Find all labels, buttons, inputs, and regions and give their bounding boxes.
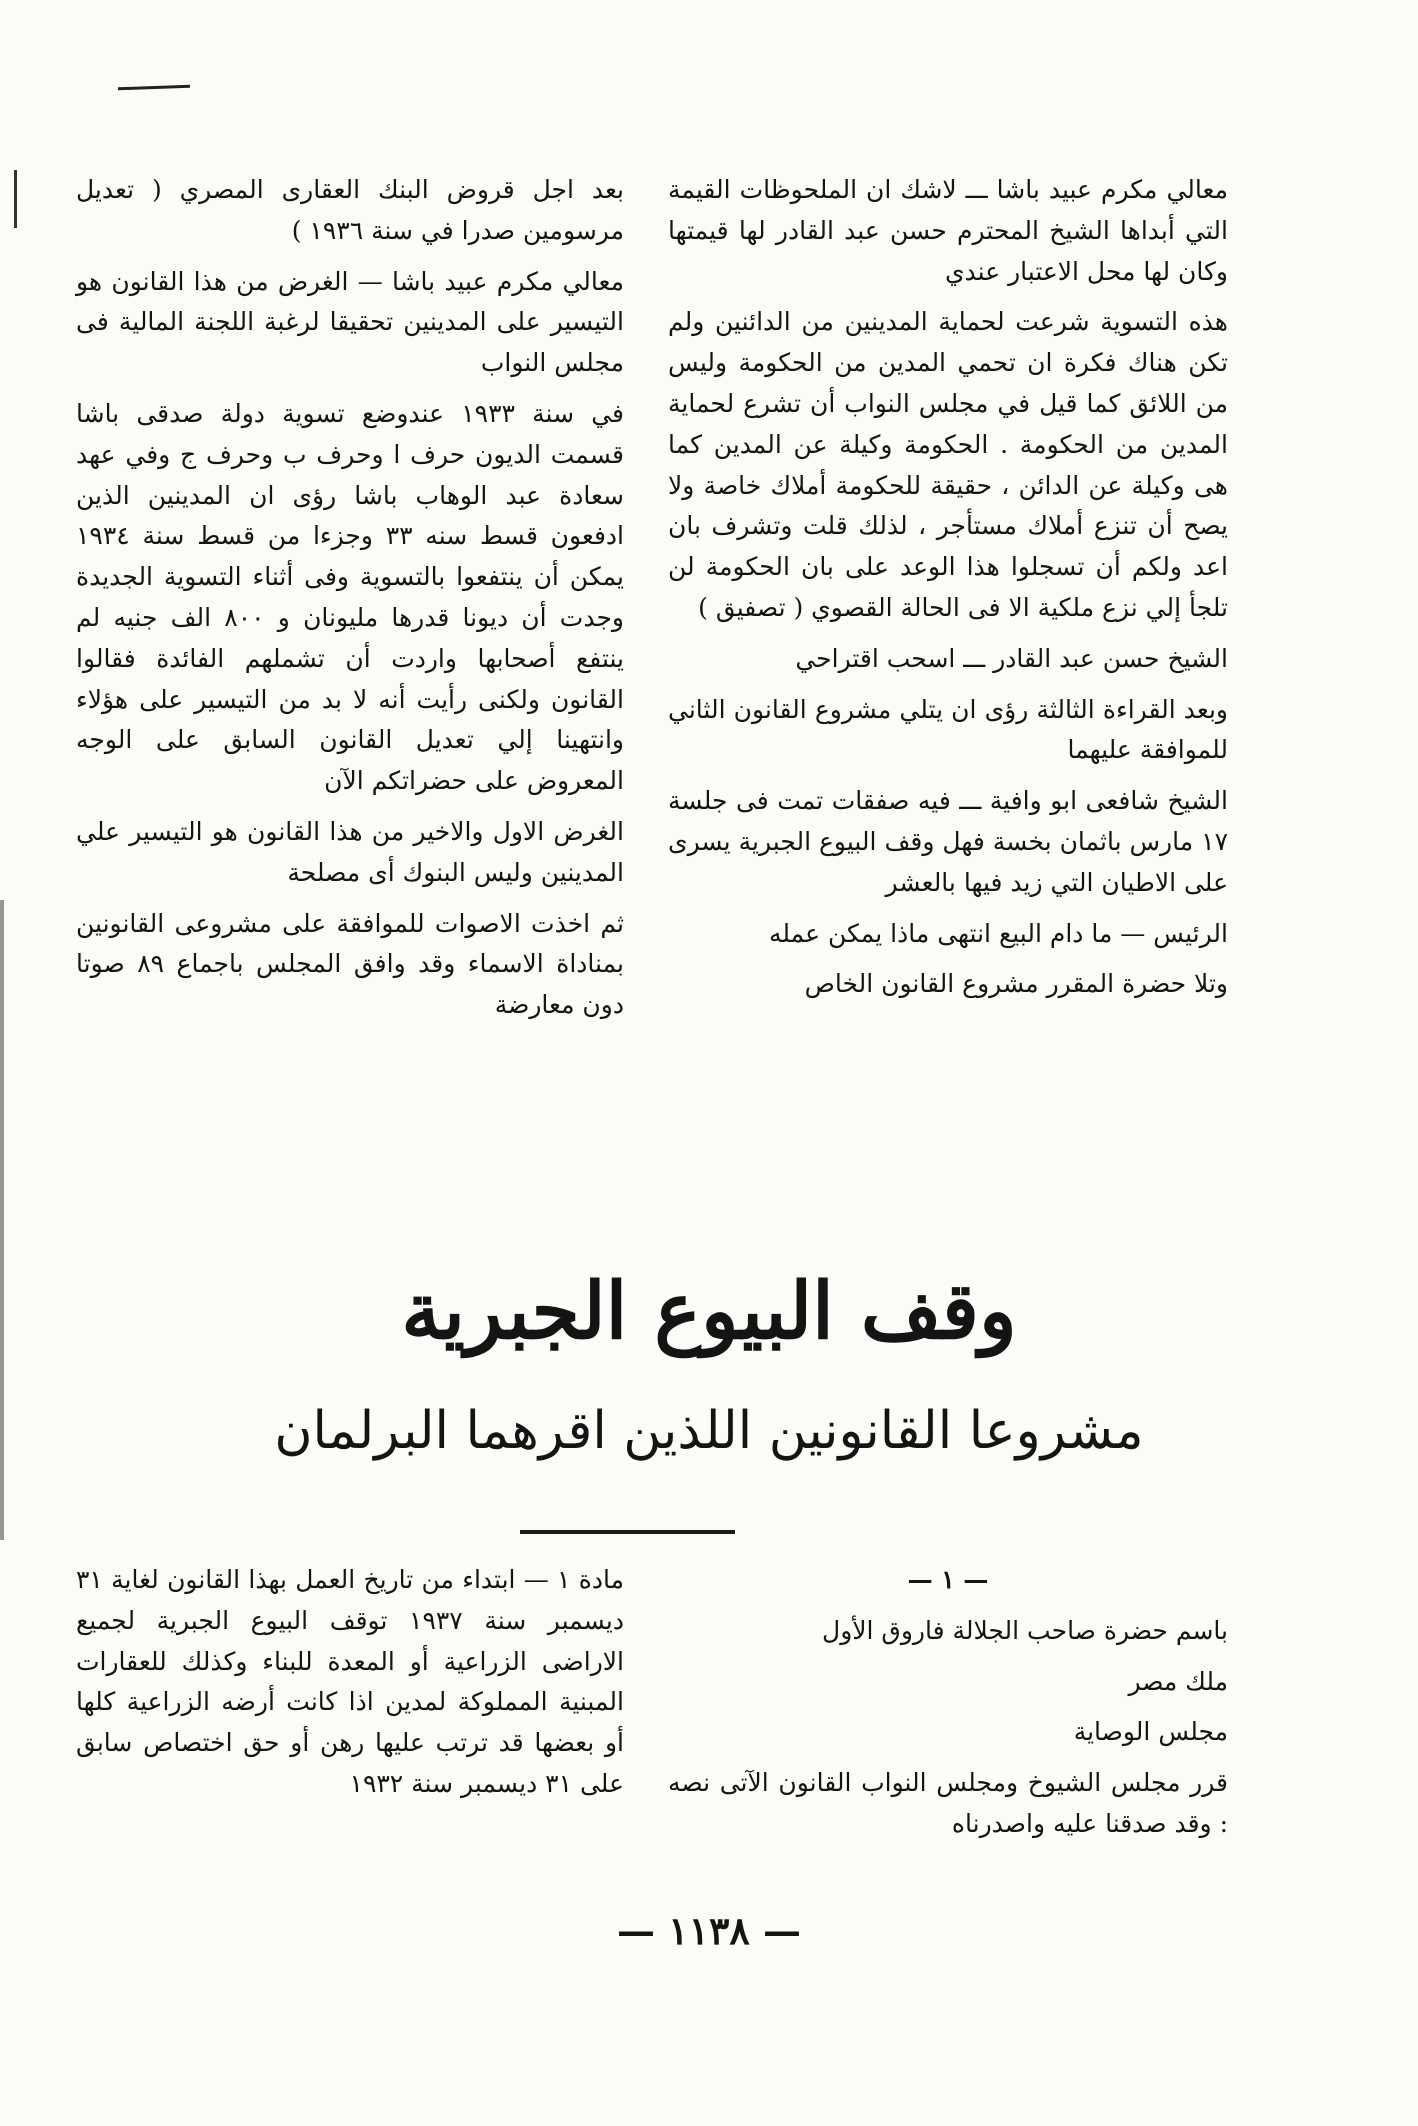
paragraph: هذه التسوية شرعت لحماية المدينين من الدائنين ولم تكن هناك فكرة ان تحمي المدين من الحكومة وليس من اللائق كما قيل في مجلس النواب أن تشرع لحماية المدين من الحكومة . الحكومة وكيلة عن المدين كما هى وكيلة عن الدائن ، حقيقة للحكومة أملاك خاصة ولا يصح أن تنزع أملاك مستأجر ، لذلك قلت وتشرف بان اعد ولكم أن تسجلوا هذا الوعد على بان الحكومة لن تلجأ إلي نزع ملكية الا فى الحالة القصوي ( تصفيق ) [668,307,1228,622]
right-column-top [668,170,1228,1015]
paragraph: الرئيس — ما دام البيع انتهى ماذا يمكن عمله [768,918,1228,948]
paragraph: بعد اجل قروض البنك العقارى المصري ( تعديل مرسومين صدرا في سنة ١٩٣٦ ) [76,175,624,245]
paragraph: الشيخ شافعى ابو وافية ـــ فيه صفقات تمت فى جلسة ١٧ مارس باثمان بخسة فهل وقف البيوع الجبرية يسرى على الاطيان التي زيد فيها بالعشر [668,786,1228,897]
decree-line: قرر مجلس الشيوخ ومجلس النواب القانون الآتى نصه : وقد صدقنا عليه واصدرناه [668,1768,1228,1838]
decree-line: ملك مصر [1128,1666,1228,1696]
page-number: — ١١٣٨ — [616,1908,802,1953]
article-paragraph: مادة ١ — ابتداء من تاريخ العمل بهذا القانون لغاية ٣١ ديسمبر سنة ١٩٣٧ توقف البيوع الجبرية لجميع الاراضى الزراعية أو المعدة للبناء وكذلك للعقارات المبنية المملوكة لمدين اذا كانت أرضه الزراعية كلها أو بعضها قد ترتب عليها رهن أو حق اختصاص سابق على ٣١ ديسمبر سنة ١٩٣٢ [76,1565,624,1798]
decree-line: مجلس الوصاية [1073,1717,1228,1747]
paragraph: الشيخ حسن عبد القادر ـــ اسحب اقتراحي [795,643,1228,673]
paragraph: ثم اخذت الاصوات للموافقة على مشروعى القانونين بمناداة الاسماء وقد وافق المجلس باجماع ٨٩ صوتا دون معارضة [76,908,624,1020]
left-column-bottom [76,1560,624,1815]
main-title: وقف البيوع الجبرية [401,1266,1017,1357]
top-dash-mark [118,85,190,91]
paragraph: وبعد القراءة الثالثة رؤى ان يتلي مشروع القانون الثاني للموافقة عليهما [668,694,1228,765]
sub-title: مشروعا القانونين اللذين اقرهما البرلمان [274,1401,1144,1461]
paragraph: في سنة ١٩٣٣ عندوضع تسوية دولة صدقى باشا قسمت الديون حرف ا وحرف ب وحرف ج وفي عهد سعادة عبد الوهاب باشا رؤى ان المدينين الذين ادفعون قسط سنه ٣٣ وجزءا من قسط سنة ١٩٣٤ يمكن أن ينتفعوا بالتسوية وفى أثناء التسوية الجديدة وجدت أن ديونا قدرها مليونان و ٨٠٠ الف جنيه لم ينتفع أصحابها واردت أن تشملهم الفائدة فقالوا القانون ولكنى رأيت أنه لا بد من التيسير على هؤلاء وانتهينا إلي تعديل القانون السابق على الوجه المعروض على حضراتكم الآن [76,398,625,796]
left-column-top [76,170,624,1036]
paragraph: وتلا حضرة المقرر مشروع القانون الخاص [804,969,1228,999]
margin-mark [14,170,17,228]
paragraph: الغرض الاول والاخير من هذا القانون هو التيسير علي المدينين وليس البنوك أى مصلحة [76,816,624,887]
title-divider [520,1530,735,1534]
decree-line: باسم حضرة صاحب الجلالة فاروق الأول [822,1615,1228,1645]
paragraph: معالي مكرم عبيد باشا — الغرض من هذا القانون هو التيسير على المدينين تحقيقا لرغبة اللجنة المالية فى مجلس النواب [76,266,624,378]
section-number: — ١ — [907,1565,989,1594]
paragraph: معالي مكرم عبيد باشا ـــ لاشك ان الملحوظات القيمة التي أبداها الشيخ المحترم حسن عبد القادر لها قيمتها وكان لها محل الاعتبار عندي [668,175,1228,286]
right-column-bottom [668,1560,1228,1855]
